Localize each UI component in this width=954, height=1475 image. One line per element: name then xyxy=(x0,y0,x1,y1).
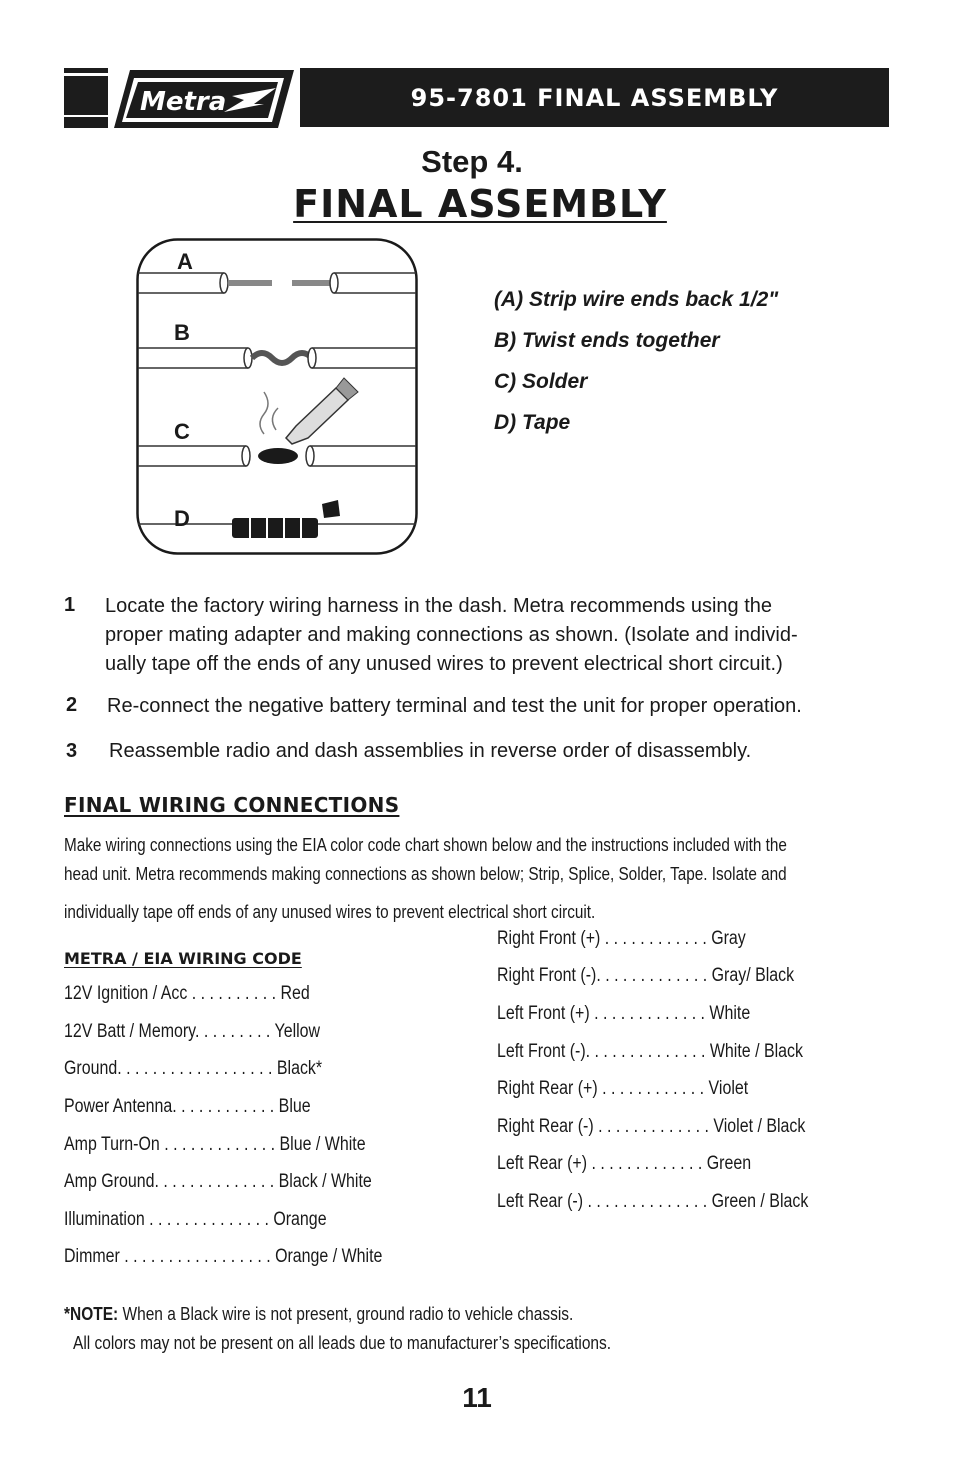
leader-dots: . . . . . . . . . . xyxy=(187,983,281,1004)
wire-label: Left Rear (+) xyxy=(497,1153,588,1174)
wire-label: 12V Ignition / Acc xyxy=(64,983,188,1004)
splice-diagram xyxy=(136,238,418,555)
leader-dots: . . . . . . . . . . . . . xyxy=(596,965,712,986)
instruction-twist: B) Twist ends together xyxy=(494,329,720,352)
instruction-solder: C) Solder xyxy=(494,370,588,393)
wire-color: White / Black xyxy=(709,1041,803,1062)
step-text-line: Re-connect the negative battery terminal and test the unit for proper operation. xyxy=(107,695,802,717)
leader-dots: . . . . . . . . . . . . . . xyxy=(583,1191,712,1212)
instruction-strip: (A) Strip wire ends back 1/2" xyxy=(494,288,779,311)
step-text-line: proper mating adapter and making connections as shown. (Isolate and individ- xyxy=(105,624,798,646)
wire-color: Orange xyxy=(273,1209,327,1230)
wiring-code-row xyxy=(497,1003,750,1025)
metra-logo xyxy=(64,68,294,128)
wiring-code-row xyxy=(64,1096,311,1118)
step-text-line: Locate the factory wiring harness in the dash. Metra recommends using the xyxy=(105,595,773,617)
leader-dots: . . . . . . . . . . . . . . xyxy=(144,1209,274,1230)
wire-color: Black / White xyxy=(278,1171,372,1192)
wiring-code-row xyxy=(64,983,310,1005)
leader-dots: . . . . . . . . . . . . xyxy=(597,1078,709,1099)
ground-note xyxy=(64,1304,573,1325)
page-number: 11 xyxy=(462,1382,492,1413)
paragraph-line: head unit. Metra recommends making connections as shown below; Strip, Splice, Solder, Tape. Isolate and xyxy=(64,864,787,884)
wire-color: Black* xyxy=(276,1058,323,1079)
wire-label: Illumination xyxy=(64,1209,145,1230)
diagram-label-b: B xyxy=(174,320,190,345)
step-text-line: Reassemble radio and dash assemblies in reverse order of disassembly. xyxy=(109,740,752,762)
instruction-tape: D) Tape xyxy=(494,411,571,434)
logo-text: Metra xyxy=(140,87,227,117)
wiring-code-row xyxy=(497,1041,803,1063)
wire-label: Right Front (+) xyxy=(497,928,601,949)
leader-dots: . . . . . . . . . xyxy=(194,1021,275,1042)
wire-color: Gray/ Black xyxy=(711,965,795,986)
wire-color: Blue xyxy=(278,1096,311,1117)
wiring-code-row xyxy=(64,1058,322,1080)
wire-label: Right Rear (-) xyxy=(497,1116,594,1137)
wire-label: Ground xyxy=(64,1058,118,1079)
step-label: Step 4. xyxy=(421,144,523,179)
color-note: All colors may not be present on all leads due to manufacturer’s specifications. xyxy=(73,1333,612,1353)
wiring-code-row xyxy=(64,1021,320,1043)
wiring-code-row xyxy=(64,1134,366,1156)
wire-color: Yellow xyxy=(274,1021,321,1042)
paragraph-line: individually tape off ends of any unused wires to prevent electrical short circuit. xyxy=(64,902,596,922)
diagram-label-c: C xyxy=(174,419,190,444)
leader-dots: . . . . . . . . . . . . . . . . . xyxy=(119,1246,276,1267)
wiring-code-row xyxy=(497,1078,748,1100)
wiring-code-row xyxy=(497,1153,751,1175)
wiring-code-row xyxy=(64,1209,327,1231)
note-label: *NOTE: xyxy=(64,1304,119,1324)
wire-color: Green / Black xyxy=(711,1191,809,1212)
wiring-code-row xyxy=(497,1191,808,1213)
section-heading: FINAL WIRING CONNECTIONS xyxy=(64,793,400,817)
wire-color: Red xyxy=(280,983,310,1004)
wiring-code-row xyxy=(64,1246,382,1268)
wire-color: Violet xyxy=(708,1078,749,1099)
wire-label: Amp Ground xyxy=(64,1171,155,1192)
diagram-label-d: D xyxy=(174,506,190,531)
leader-dots: . . . . . . . . . . . . . xyxy=(587,1153,707,1174)
step-number: 2 xyxy=(66,694,78,716)
wiring-code-row xyxy=(64,1171,372,1193)
wire-label: Right Front (-) xyxy=(497,965,597,986)
wire-color: Orange / White xyxy=(275,1246,383,1267)
leader-dots: . . . . . . . . . . . . . . xyxy=(154,1171,279,1192)
wire-label: 12V Batt / Memory xyxy=(64,1021,195,1042)
wire-label: Left Front (+) xyxy=(497,1003,590,1024)
leader-dots: . . . . . . . . . . . . xyxy=(172,1096,279,1117)
leader-dots: . . . . . . . . . . . . . . . . . . xyxy=(117,1058,277,1079)
leader-dots: . . . . . . . . . . . . . xyxy=(593,1116,714,1137)
wire-color: Gray xyxy=(711,928,746,949)
step-number: 3 xyxy=(66,740,78,762)
wiring-code-row xyxy=(497,928,746,950)
wire-label: Left Front (-) xyxy=(497,1041,586,1062)
leader-dots: . . . . . . . . . . . . . . xyxy=(585,1041,710,1062)
wire-color: Green xyxy=(706,1153,752,1174)
header-title: 95-7801 FINAL ASSEMBLY xyxy=(300,68,889,127)
wire-color: Blue / White xyxy=(279,1134,366,1155)
leader-dots: . . . . . . . . . . . . . xyxy=(589,1003,710,1024)
wire-label: Power Antenna xyxy=(64,1096,173,1117)
wire-color: Violet / Black xyxy=(713,1116,806,1137)
step-number: 1 xyxy=(64,594,76,616)
wiring-code-heading: METRA / EIA WIRING CODE xyxy=(64,949,302,968)
wire-label: Dimmer xyxy=(64,1246,120,1267)
wiring-code-row xyxy=(497,1116,805,1138)
wiring-code-row xyxy=(497,965,794,987)
diagram-label-a: A xyxy=(177,249,193,274)
wire-label: Amp Turn-On xyxy=(64,1134,160,1155)
wire-color: White xyxy=(709,1003,751,1024)
note-text: When a Black wire is not present, ground radio to vehicle chassis. xyxy=(118,1304,574,1324)
leader-dots: . . . . . . . . . . . . xyxy=(600,928,712,949)
paragraph-line: Make wiring connections using the EIA color code chart shown below and the instructions included with the xyxy=(64,835,787,855)
step-text-line: ually tape off the ends of any unused wires to prevent electrical short circuit.) xyxy=(105,653,783,675)
page-title: FINAL ASSEMBLY xyxy=(293,182,667,226)
leader-dots: . . . . . . . . . . . . . xyxy=(159,1134,280,1155)
wire-label: Left Rear (-) xyxy=(497,1191,584,1212)
wire-label: Right Rear (+) xyxy=(497,1078,598,1099)
